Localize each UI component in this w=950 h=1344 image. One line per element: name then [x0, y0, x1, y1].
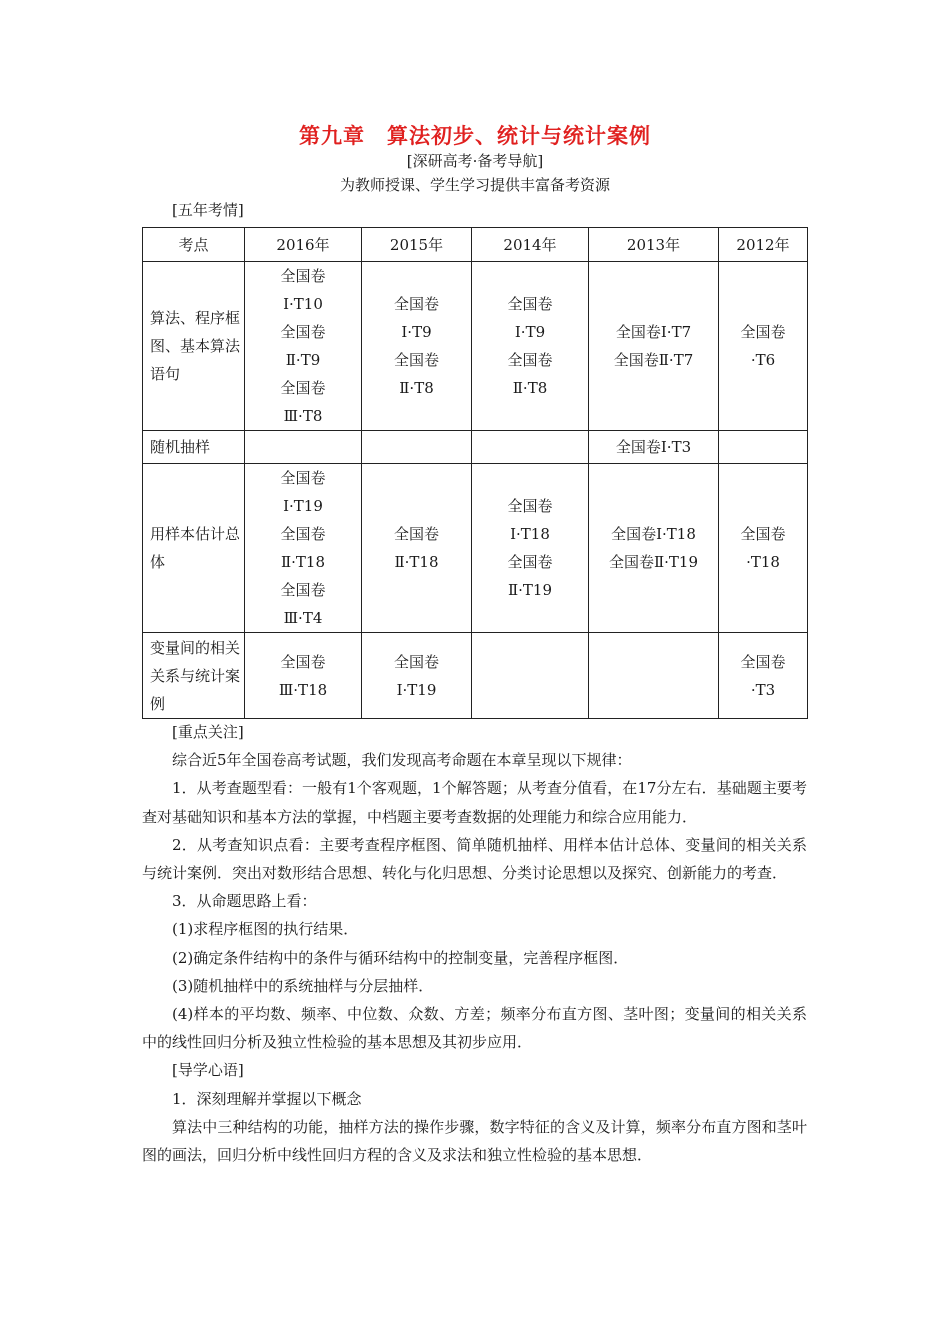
- tagline: 为教师授课、学生学习提供丰富备考资源: [339, 176, 610, 194]
- column-header: 考点: [143, 228, 245, 262]
- table-row: [143, 464, 808, 633]
- body-text: [142, 718, 807, 1169]
- column-header: 2015年: [362, 228, 472, 262]
- topic-cell: 变量间的相关关系与统计案例: [143, 633, 245, 719]
- section-label-focus: [重点关注]: [172, 723, 244, 741]
- table-cell: 全国卷 Ⅰ·T9 全国卷 Ⅱ·T8: [362, 262, 472, 431]
- focus-point: (4)样本的平均数、频率、中位数、众数、方差；频率分布直方图、茎叶图；变量间的相关关系中的线性回归分析及独立性检验的基本思想及其初步应用．: [142, 1005, 807, 1052]
- table-row: [143, 262, 808, 431]
- section-label-five-year: [五年考情]: [172, 201, 244, 219]
- column-header: 2016年: [245, 228, 362, 262]
- guide-point: 1．深刻理解并掌握以下概念: [172, 1089, 362, 1108]
- table-cell: 全国卷 Ⅲ·T18: [245, 633, 362, 719]
- table-cell: [472, 431, 589, 464]
- topic-cell: 用样本估计总体: [143, 464, 245, 633]
- focus-point: (1)求程序框图的执行结果．: [172, 920, 359, 939]
- focus-point: 1．从考查题型看：一般有1个客观题，1个解答题；从考查分值看，在17分左右．基础题主要考查对基础知识和基本方法的掌握，中档题主要考查数据的处理能力和综合应用能力．: [142, 779, 807, 826]
- table-cell: 全国卷Ⅰ·T7 全国卷Ⅱ·T7: [589, 262, 719, 431]
- table-cell: 全国卷 Ⅰ·T10 全国卷 Ⅱ·T9 全国卷 Ⅲ·T8: [245, 262, 362, 431]
- table-cell: 全国卷 ·T6: [719, 262, 808, 431]
- section-label-guide: [导学心语]: [172, 1061, 244, 1080]
- table-header-row: [143, 228, 808, 262]
- column-header: 2014年: [472, 228, 589, 262]
- focus-point: 3．从命题思路上看：: [172, 892, 317, 911]
- chapter-title: 第九章 算法初步、统计与统计案例: [299, 124, 651, 148]
- focus-intro: 综合近5年全国卷高考试题，我们发现高考命题在本章呈现以下规律：: [172, 751, 632, 770]
- table-cell: 全国卷 Ⅰ·T19: [362, 633, 472, 719]
- table-cell: [362, 431, 472, 464]
- table-cell: 全国卷 ·T18: [719, 464, 808, 633]
- table-cell: [245, 431, 362, 464]
- table-row: [143, 431, 808, 464]
- table-cell: 全国卷Ⅰ·T3: [589, 431, 719, 464]
- table-cell: 全国卷 Ⅰ·T18 全国卷 Ⅱ·T19: [472, 464, 589, 633]
- table-cell: 全国卷 ·T3: [719, 633, 808, 719]
- five-year-exam-table: [142, 227, 808, 719]
- guide-point: 算法中三种结构的功能，抽样方法的操作步骤，数字特征的含义及计算，频率分布直方图和茎叶图的画法，回归分析中线性回归方程的含义及求法和独立性检验的基本思想．: [142, 1117, 807, 1165]
- subtitle: [深研高考·备考导航]: [406, 152, 544, 170]
- focus-point: 2．从考查知识点看：主要考查程序框图、简单随机抽样、用样本估计总体、变量间的相关关系与统计案例．突出对数形结合思想、转化与化归思想、分类讨论思想以及探究、创新能力的考查．: [142, 835, 807, 883]
- table-cell: [472, 633, 589, 719]
- column-header: 2013年: [589, 228, 719, 262]
- table-cell: 全国卷 Ⅱ·T18: [362, 464, 472, 633]
- focus-point: (3)随机抽样中的系统抽样与分层抽样．: [172, 976, 434, 995]
- table-cell: 全国卷Ⅰ·T18 全国卷Ⅱ·T19: [589, 464, 719, 633]
- column-header: 2012年: [719, 228, 808, 262]
- table-cell: [589, 633, 719, 719]
- topic-cell: 算法、程序框图、基本算法语句: [143, 262, 245, 431]
- table-cell: 全国卷 Ⅰ·T9 全国卷 Ⅱ·T8: [472, 262, 589, 431]
- table-cell: [719, 431, 808, 464]
- table-cell: 全国卷 Ⅰ·T19 全国卷 Ⅱ·T18 全国卷 Ⅲ·T4: [245, 464, 362, 633]
- table-row: [143, 633, 808, 719]
- topic-cell: 随机抽样: [143, 431, 245, 464]
- focus-point: (2)确定条件结构中的条件与循环结构中的控制变量，完善程序框图．: [172, 948, 629, 967]
